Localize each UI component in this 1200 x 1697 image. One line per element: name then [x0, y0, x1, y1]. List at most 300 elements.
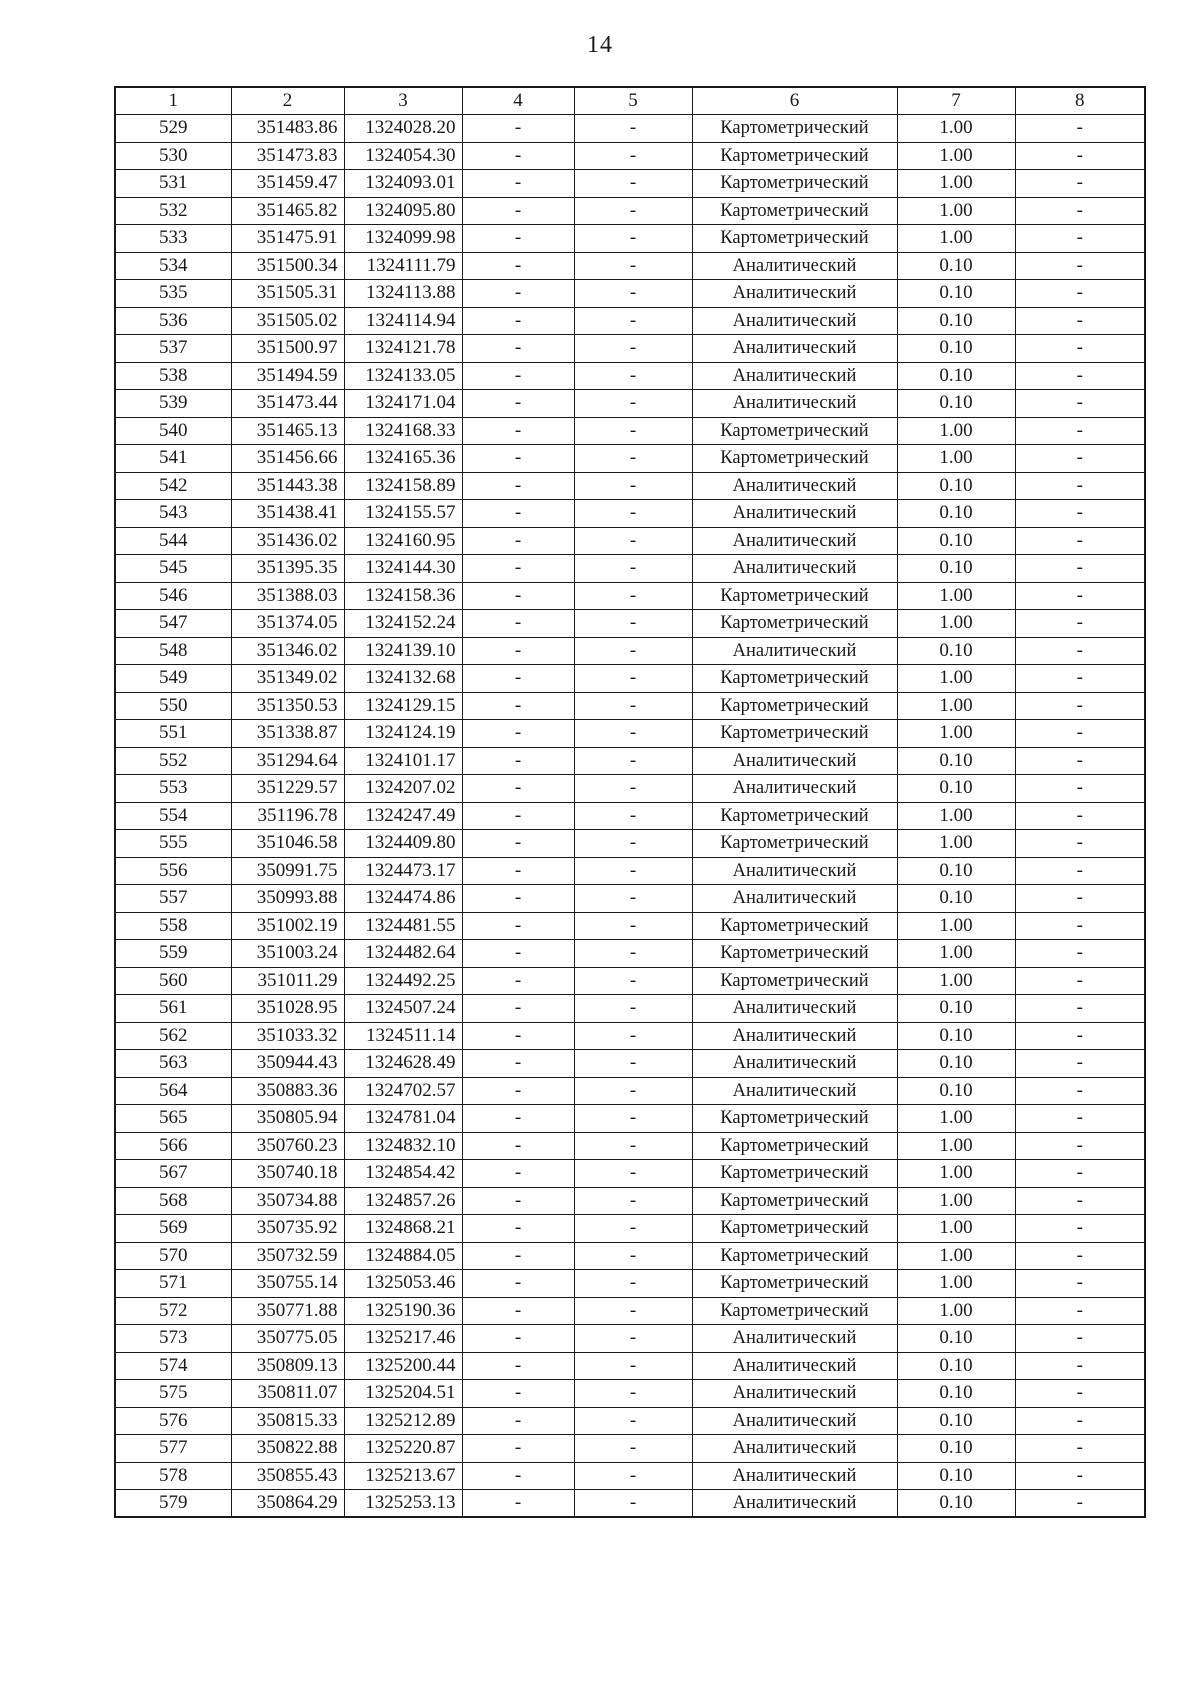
column-5-cell: - — [574, 940, 692, 968]
accuracy-cell: 1.00 — [897, 417, 1015, 445]
y-coordinate-cell: 1324132.68 — [344, 665, 462, 693]
column-4-cell: - — [462, 1160, 574, 1188]
y-coordinate-cell: 1324481.55 — [344, 912, 462, 940]
table-row — [115, 857, 1145, 885]
column-8-cell: - — [1015, 1490, 1145, 1518]
point-number-cell: 562 — [115, 1022, 231, 1050]
column-5-cell: - — [574, 692, 692, 720]
point-number-cell: 558 — [115, 912, 231, 940]
column-8-cell: - — [1015, 225, 1145, 253]
column-5-cell: - — [574, 142, 692, 170]
method-cell: Картометрический — [692, 445, 897, 473]
y-coordinate-cell: 1324114.94 — [344, 307, 462, 335]
point-number-cell: 556 — [115, 857, 231, 885]
column-8-cell: - — [1015, 885, 1145, 913]
column-header-2: 2 — [231, 87, 344, 115]
x-coordinate-cell: 350740.18 — [231, 1160, 344, 1188]
method-cell: Картометрический — [692, 665, 897, 693]
accuracy-cell: 0.10 — [897, 1050, 1015, 1078]
column-8-cell: - — [1015, 472, 1145, 500]
table-row — [115, 747, 1145, 775]
point-number-cell: 571 — [115, 1270, 231, 1298]
column-5-cell: - — [574, 225, 692, 253]
point-number-cell: 536 — [115, 307, 231, 335]
column-4-cell: - — [462, 1105, 574, 1133]
y-coordinate-cell: 1324492.25 — [344, 967, 462, 995]
column-8-cell: - — [1015, 1215, 1145, 1243]
y-coordinate-cell: 1324171.04 — [344, 390, 462, 418]
table-row — [115, 1132, 1145, 1160]
column-5-cell: - — [574, 1407, 692, 1435]
accuracy-cell: 1.00 — [897, 665, 1015, 693]
column-8-cell: - — [1015, 1105, 1145, 1133]
accuracy-cell: 1.00 — [897, 720, 1015, 748]
point-number-cell: 561 — [115, 995, 231, 1023]
y-coordinate-cell: 1324152.24 — [344, 610, 462, 638]
table-row — [115, 1325, 1145, 1353]
column-8-cell: - — [1015, 1352, 1145, 1380]
table-row — [115, 1160, 1145, 1188]
method-cell: Аналитический — [692, 500, 897, 528]
column-8-cell: - — [1015, 1050, 1145, 1078]
point-number-cell: 574 — [115, 1352, 231, 1380]
x-coordinate-cell: 351456.66 — [231, 445, 344, 473]
accuracy-cell: 1.00 — [897, 692, 1015, 720]
point-number-cell: 543 — [115, 500, 231, 528]
column-5-cell: - — [574, 1077, 692, 1105]
column-5-cell: - — [574, 1435, 692, 1463]
column-4-cell: - — [462, 1462, 574, 1490]
x-coordinate-cell: 351443.38 — [231, 472, 344, 500]
y-coordinate-cell: 1325200.44 — [344, 1352, 462, 1380]
x-coordinate-cell: 351505.02 — [231, 307, 344, 335]
column-8-cell: - — [1015, 142, 1145, 170]
x-coordinate-cell: 351046.58 — [231, 830, 344, 858]
x-coordinate-cell: 351500.34 — [231, 252, 344, 280]
column-5-cell: - — [574, 1352, 692, 1380]
accuracy-cell: 0.10 — [897, 252, 1015, 280]
column-4-cell: - — [462, 967, 574, 995]
point-number-cell: 557 — [115, 885, 231, 913]
table-row — [115, 692, 1145, 720]
table-row — [115, 1435, 1145, 1463]
table-row — [115, 280, 1145, 308]
x-coordinate-cell: 351465.13 — [231, 417, 344, 445]
column-4-cell: - — [462, 802, 574, 830]
column-4-cell: - — [462, 857, 574, 885]
table-row — [115, 1297, 1145, 1325]
column-4-cell: - — [462, 665, 574, 693]
point-number-cell: 548 — [115, 637, 231, 665]
column-header-5: 5 — [574, 87, 692, 115]
x-coordinate-cell: 351483.86 — [231, 115, 344, 143]
x-coordinate-cell: 351033.32 — [231, 1022, 344, 1050]
table-row — [115, 527, 1145, 555]
x-coordinate-cell: 351465.82 — [231, 197, 344, 225]
x-coordinate-cell: 350755.14 — [231, 1270, 344, 1298]
column-4-cell: - — [462, 1050, 574, 1078]
column-5-cell: - — [574, 1490, 692, 1518]
column-4-cell: - — [462, 1270, 574, 1298]
x-coordinate-cell: 350734.88 — [231, 1187, 344, 1215]
point-number-cell: 567 — [115, 1160, 231, 1188]
method-cell: Картометрический — [692, 1215, 897, 1243]
point-number-cell: 560 — [115, 967, 231, 995]
column-header-8: 8 — [1015, 87, 1145, 115]
point-number-cell: 538 — [115, 362, 231, 390]
accuracy-cell: 0.10 — [897, 1022, 1015, 1050]
table-row — [115, 252, 1145, 280]
method-cell: Картометрический — [692, 802, 897, 830]
column-5-cell: - — [574, 170, 692, 198]
x-coordinate-cell: 351349.02 — [231, 665, 344, 693]
y-coordinate-cell: 1324144.30 — [344, 555, 462, 583]
column-8-cell: - — [1015, 830, 1145, 858]
column-8-cell: - — [1015, 1077, 1145, 1105]
point-number-cell: 549 — [115, 665, 231, 693]
method-cell: Аналитический — [692, 472, 897, 500]
column-4-cell: - — [462, 1187, 574, 1215]
column-4-cell: - — [462, 335, 574, 363]
column-8-cell: - — [1015, 417, 1145, 445]
point-number-cell: 545 — [115, 555, 231, 583]
table-row — [115, 1215, 1145, 1243]
accuracy-cell: 0.10 — [897, 555, 1015, 583]
x-coordinate-cell: 351438.41 — [231, 500, 344, 528]
table-row — [115, 1380, 1145, 1408]
column-4-cell: - — [462, 995, 574, 1023]
table-row — [115, 995, 1145, 1023]
column-8-cell: - — [1015, 637, 1145, 665]
accuracy-cell: 0.10 — [897, 637, 1015, 665]
point-number-cell: 563 — [115, 1050, 231, 1078]
column-8-cell: - — [1015, 665, 1145, 693]
table-row — [115, 115, 1145, 143]
accuracy-cell: 1.00 — [897, 912, 1015, 940]
column-4-cell: - — [462, 1352, 574, 1380]
table-row — [115, 417, 1145, 445]
accuracy-cell: 1.00 — [897, 1242, 1015, 1270]
column-5-cell: - — [574, 1297, 692, 1325]
method-cell: Аналитический — [692, 252, 897, 280]
method-cell: Картометрический — [692, 1187, 897, 1215]
accuracy-cell: 0.10 — [897, 362, 1015, 390]
y-coordinate-cell: 1324158.36 — [344, 582, 462, 610]
y-coordinate-cell: 1325213.67 — [344, 1462, 462, 1490]
column-4-cell: - — [462, 225, 574, 253]
y-coordinate-cell: 1324165.36 — [344, 445, 462, 473]
x-coordinate-cell: 350809.13 — [231, 1352, 344, 1380]
y-coordinate-cell: 1324028.20 — [344, 115, 462, 143]
method-cell: Аналитический — [692, 1380, 897, 1408]
column-8-cell: - — [1015, 307, 1145, 335]
accuracy-cell: 1.00 — [897, 1187, 1015, 1215]
column-4-cell: - — [462, 720, 574, 748]
x-coordinate-cell: 351346.02 — [231, 637, 344, 665]
x-coordinate-cell: 350993.88 — [231, 885, 344, 913]
point-number-cell: 541 — [115, 445, 231, 473]
accuracy-cell: 1.00 — [897, 610, 1015, 638]
column-5-cell: - — [574, 995, 692, 1023]
point-number-cell: 535 — [115, 280, 231, 308]
y-coordinate-cell: 1324168.33 — [344, 417, 462, 445]
y-coordinate-cell: 1324868.21 — [344, 1215, 462, 1243]
x-coordinate-cell: 350811.07 — [231, 1380, 344, 1408]
accuracy-cell: 1.00 — [897, 115, 1015, 143]
table-row — [115, 802, 1145, 830]
column-5-cell: - — [574, 1160, 692, 1188]
x-coordinate-cell: 351294.64 — [231, 747, 344, 775]
method-cell: Картометрический — [692, 830, 897, 858]
table-row — [115, 940, 1145, 968]
accuracy-cell: 0.10 — [897, 1325, 1015, 1353]
y-coordinate-cell: 1324207.02 — [344, 775, 462, 803]
point-number-cell: 534 — [115, 252, 231, 280]
y-coordinate-cell: 1324857.26 — [344, 1187, 462, 1215]
y-coordinate-cell: 1324511.14 — [344, 1022, 462, 1050]
column-4-cell: - — [462, 142, 574, 170]
y-coordinate-cell: 1325212.89 — [344, 1407, 462, 1435]
table-row — [115, 967, 1145, 995]
point-number-cell: 572 — [115, 1297, 231, 1325]
column-8-cell: - — [1015, 1297, 1145, 1325]
point-number-cell: 540 — [115, 417, 231, 445]
x-coordinate-cell: 351011.29 — [231, 967, 344, 995]
accuracy-cell: 1.00 — [897, 170, 1015, 198]
x-coordinate-cell: 351002.19 — [231, 912, 344, 940]
column-4-cell: - — [462, 885, 574, 913]
accuracy-cell: 0.10 — [897, 1352, 1015, 1380]
table-row — [115, 1105, 1145, 1133]
column-8-cell: - — [1015, 802, 1145, 830]
y-coordinate-cell: 1324101.17 — [344, 747, 462, 775]
column-4-cell: - — [462, 610, 574, 638]
column-4-cell: - — [462, 1077, 574, 1105]
point-number-cell: 537 — [115, 335, 231, 363]
column-4-cell: - — [462, 1325, 574, 1353]
column-4-cell: - — [462, 692, 574, 720]
x-coordinate-cell: 351436.02 — [231, 527, 344, 555]
x-coordinate-cell: 351505.31 — [231, 280, 344, 308]
accuracy-cell: 1.00 — [897, 225, 1015, 253]
column-4-cell: - — [462, 637, 574, 665]
column-8-cell: - — [1015, 390, 1145, 418]
accuracy-cell: 0.10 — [897, 1490, 1015, 1518]
column-4-cell: - — [462, 1242, 574, 1270]
point-number-cell: 575 — [115, 1380, 231, 1408]
column-4-cell: - — [462, 1297, 574, 1325]
column-5-cell: - — [574, 1215, 692, 1243]
method-cell: Картометрический — [692, 170, 897, 198]
point-number-cell: 577 — [115, 1435, 231, 1463]
point-number-cell: 559 — [115, 940, 231, 968]
column-5-cell: - — [574, 1187, 692, 1215]
table-row — [115, 637, 1145, 665]
accuracy-cell: 0.10 — [897, 1380, 1015, 1408]
method-cell: Аналитический — [692, 362, 897, 390]
point-number-cell: 547 — [115, 610, 231, 638]
method-cell: Аналитический — [692, 747, 897, 775]
y-coordinate-cell: 1324113.88 — [344, 280, 462, 308]
column-4-cell: - — [462, 912, 574, 940]
table-row — [115, 582, 1145, 610]
column-8-cell: - — [1015, 1242, 1145, 1270]
y-coordinate-cell: 1324507.24 — [344, 995, 462, 1023]
table-row — [115, 225, 1145, 253]
accuracy-cell: 1.00 — [897, 582, 1015, 610]
point-number-cell: 554 — [115, 802, 231, 830]
column-5-cell: - — [574, 252, 692, 280]
accuracy-cell: 0.10 — [897, 1462, 1015, 1490]
column-5-cell: - — [574, 775, 692, 803]
column-5-cell: - — [574, 665, 692, 693]
column-4-cell: - — [462, 555, 574, 583]
point-number-cell: 573 — [115, 1325, 231, 1353]
accuracy-cell: 1.00 — [897, 802, 1015, 830]
method-cell: Картометрический — [692, 967, 897, 995]
method-cell: Аналитический — [692, 1352, 897, 1380]
column-4-cell: - — [462, 1490, 574, 1518]
table-row — [115, 170, 1145, 198]
point-number-cell: 551 — [115, 720, 231, 748]
column-8-cell: - — [1015, 1325, 1145, 1353]
table-row — [115, 335, 1145, 363]
method-cell: Аналитический — [692, 1022, 897, 1050]
accuracy-cell: 0.10 — [897, 995, 1015, 1023]
x-coordinate-cell: 351350.53 — [231, 692, 344, 720]
table-row — [115, 720, 1145, 748]
table-row — [115, 1050, 1145, 1078]
point-number-cell: 553 — [115, 775, 231, 803]
point-number-cell: 568 — [115, 1187, 231, 1215]
table-row — [115, 1490, 1145, 1518]
y-coordinate-cell: 1325190.36 — [344, 1297, 462, 1325]
column-8-cell: - — [1015, 1462, 1145, 1490]
column-8-cell: - — [1015, 115, 1145, 143]
point-number-cell: 530 — [115, 142, 231, 170]
method-cell: Картометрический — [692, 225, 897, 253]
method-cell: Аналитический — [692, 1462, 897, 1490]
column-4-cell: - — [462, 1132, 574, 1160]
column-8-cell: - — [1015, 857, 1145, 885]
point-number-cell: 542 — [115, 472, 231, 500]
y-coordinate-cell: 1324409.80 — [344, 830, 462, 858]
column-4-cell: - — [462, 830, 574, 858]
column-5-cell: - — [574, 472, 692, 500]
accuracy-cell: 1.00 — [897, 967, 1015, 995]
method-cell: Картометрический — [692, 197, 897, 225]
y-coordinate-cell: 1324482.64 — [344, 940, 462, 968]
x-coordinate-cell: 350991.75 — [231, 857, 344, 885]
column-4-cell: - — [462, 1215, 574, 1243]
column-4-cell: - — [462, 115, 574, 143]
method-cell: Картометрический — [692, 1242, 897, 1270]
table-row — [115, 1352, 1145, 1380]
accuracy-cell: 1.00 — [897, 1270, 1015, 1298]
table-row — [115, 307, 1145, 335]
column-4-cell: - — [462, 1380, 574, 1408]
accuracy-cell: 0.10 — [897, 857, 1015, 885]
method-cell: Картометрический — [692, 1270, 897, 1298]
x-coordinate-cell: 350855.43 — [231, 1462, 344, 1490]
point-number-cell: 533 — [115, 225, 231, 253]
method-cell: Картометрический — [692, 912, 897, 940]
accuracy-cell: 0.10 — [897, 747, 1015, 775]
column-5-cell: - — [574, 335, 692, 363]
point-number-cell: 555 — [115, 830, 231, 858]
x-coordinate-cell: 350815.33 — [231, 1407, 344, 1435]
y-coordinate-cell: 1324054.30 — [344, 142, 462, 170]
y-coordinate-cell: 1324111.79 — [344, 252, 462, 280]
column-5-cell: - — [574, 115, 692, 143]
column-4-cell: - — [462, 940, 574, 968]
column-5-cell: - — [574, 1132, 692, 1160]
column-4-cell: - — [462, 1407, 574, 1435]
column-4-cell: - — [462, 1435, 574, 1463]
column-4-cell: - — [462, 445, 574, 473]
y-coordinate-cell: 1324099.98 — [344, 225, 462, 253]
y-coordinate-cell: 1324133.05 — [344, 362, 462, 390]
point-number-cell: 552 — [115, 747, 231, 775]
column-5-cell: - — [574, 1325, 692, 1353]
table-row — [115, 390, 1145, 418]
point-number-cell: 544 — [115, 527, 231, 555]
column-8-cell: - — [1015, 1407, 1145, 1435]
table-row — [115, 1407, 1145, 1435]
table-row — [115, 885, 1145, 913]
x-coordinate-cell: 350760.23 — [231, 1132, 344, 1160]
x-coordinate-cell: 351395.35 — [231, 555, 344, 583]
column-8-cell: - — [1015, 1270, 1145, 1298]
y-coordinate-cell: 1324129.15 — [344, 692, 462, 720]
x-coordinate-cell: 351003.24 — [231, 940, 344, 968]
column-5-cell: - — [574, 1462, 692, 1490]
x-coordinate-cell: 350732.59 — [231, 1242, 344, 1270]
table-row — [115, 197, 1145, 225]
column-5-cell: - — [574, 280, 692, 308]
accuracy-cell: 1.00 — [897, 830, 1015, 858]
x-coordinate-cell: 351229.57 — [231, 775, 344, 803]
method-cell: Аналитический — [692, 1050, 897, 1078]
column-4-cell: - — [462, 582, 574, 610]
method-cell: Аналитический — [692, 857, 897, 885]
method-cell: Аналитический — [692, 1077, 897, 1105]
method-cell: Аналитический — [692, 527, 897, 555]
method-cell: Картометрический — [692, 417, 897, 445]
x-coordinate-cell: 351473.44 — [231, 390, 344, 418]
table-row — [115, 610, 1145, 638]
y-coordinate-cell: 1324160.95 — [344, 527, 462, 555]
column-4-cell: - — [462, 527, 574, 555]
method-cell: Картометрический — [692, 582, 897, 610]
column-5-cell: - — [574, 582, 692, 610]
table-row — [115, 472, 1145, 500]
accuracy-cell: 0.10 — [897, 472, 1015, 500]
accuracy-cell: 0.10 — [897, 1435, 1015, 1463]
point-number-cell: 564 — [115, 1077, 231, 1105]
accuracy-cell: 0.10 — [897, 775, 1015, 803]
accuracy-cell: 1.00 — [897, 197, 1015, 225]
column-8-cell: - — [1015, 1435, 1145, 1463]
table-row — [115, 362, 1145, 390]
y-coordinate-cell: 1324473.17 — [344, 857, 462, 885]
point-number-cell: 532 — [115, 197, 231, 225]
column-4-cell: - — [462, 390, 574, 418]
coordinates-table — [114, 86, 1146, 1518]
method-cell: Картометрический — [692, 940, 897, 968]
method-cell: Картометрический — [692, 1105, 897, 1133]
x-coordinate-cell: 350822.88 — [231, 1435, 344, 1463]
